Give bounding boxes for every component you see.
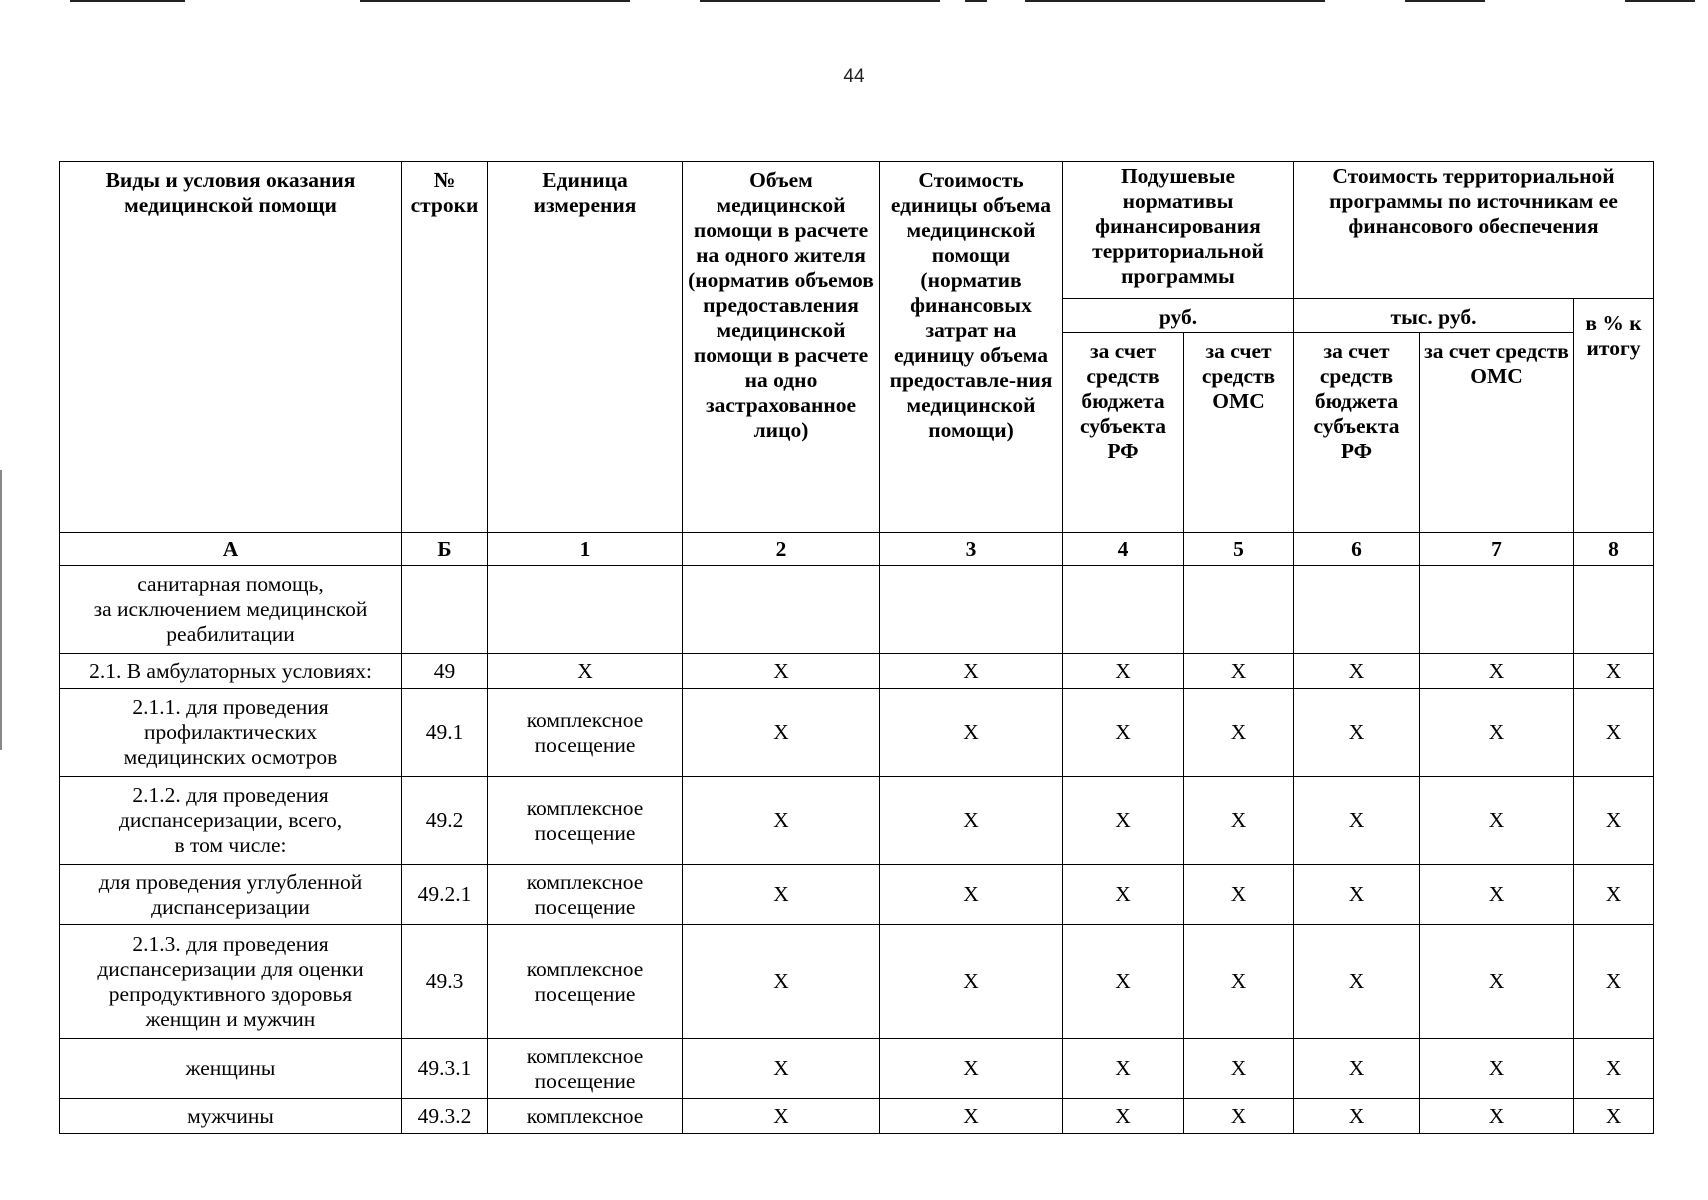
financing-table [59, 161, 1654, 1134]
column-index: 2 [683, 533, 880, 566]
header-unit: Единица измерения [488, 162, 683, 533]
row-value: X [683, 654, 880, 689]
row-number: 49.3.2 [402, 1099, 488, 1134]
row-value: X [1294, 689, 1420, 777]
column-index: 7 [1420, 533, 1574, 566]
row-unit: X [488, 654, 683, 689]
row-value: X [1184, 654, 1294, 689]
scan-artifact [700, 0, 940, 2]
table-row [60, 1099, 1654, 1134]
row-value: X [1574, 654, 1654, 689]
header-oms-total: за счет средств ОМС [1420, 333, 1574, 533]
row-value: X [1184, 777, 1294, 865]
row-value [683, 566, 880, 654]
header-budget-rf-total: за счет средств бюджета субъекта РФ [1294, 333, 1420, 533]
row-value: X [1063, 1039, 1184, 1099]
row-number: 49.1 [402, 689, 488, 777]
header-oms-per-capita: за счет средств ОМС [1184, 333, 1294, 533]
table-row [60, 777, 1654, 865]
row-value [880, 566, 1063, 654]
row-name: для проведения углубленной диспансеризации [60, 865, 402, 925]
table-row [60, 1039, 1654, 1099]
row-value: X [1420, 925, 1574, 1039]
header-rub: руб. [1063, 299, 1294, 333]
row-value: X [683, 1099, 880, 1134]
row-value: X [683, 1039, 880, 1099]
row-unit: комплексное посещение [488, 865, 683, 925]
scan-margin-mark [0, 470, 2, 750]
scan-artifact [965, 0, 987, 2]
row-value: X [880, 865, 1063, 925]
row-value: X [1294, 654, 1420, 689]
row-unit: комплексное [488, 1099, 683, 1134]
row-unit: комплексное посещение [488, 689, 683, 777]
column-index: 5 [1184, 533, 1294, 566]
column-index: 8 [1574, 533, 1654, 566]
row-value: X [1420, 689, 1574, 777]
row-number: 49.3.1 [402, 1039, 488, 1099]
column-index: А [60, 533, 402, 566]
row-value: X [880, 925, 1063, 1039]
table-row [60, 865, 1654, 925]
row-value: X [1184, 689, 1294, 777]
row-number: 49.2 [402, 777, 488, 865]
header-pct-total: в % к итогу [1574, 299, 1654, 533]
row-unit: комплексное посещение [488, 1039, 683, 1099]
row-value: X [1063, 777, 1184, 865]
column-index: Б [402, 533, 488, 566]
row-value: X [880, 1099, 1063, 1134]
row-value: X [880, 654, 1063, 689]
row-unit [488, 566, 683, 654]
row-number [402, 566, 488, 654]
row-value: X [1184, 865, 1294, 925]
row-unit: комплексное посещение [488, 925, 683, 1039]
row-value: X [1063, 1099, 1184, 1134]
row-value [1574, 566, 1654, 654]
row-number: 49.3 [402, 925, 488, 1039]
row-name: женщины [60, 1039, 402, 1099]
table-row [60, 654, 1654, 689]
column-index: 4 [1063, 533, 1184, 566]
row-number: 49 [402, 654, 488, 689]
row-value: X [1420, 1099, 1574, 1134]
scan-artifact [1405, 0, 1485, 2]
row-value: X [1294, 777, 1420, 865]
column-index: 3 [880, 533, 1063, 566]
row-value: X [683, 865, 880, 925]
header-row-number: № строки [402, 162, 488, 533]
row-name: мужчины [60, 1099, 402, 1134]
row-value: X [1574, 1099, 1654, 1134]
row-unit: комплексное посещение [488, 777, 683, 865]
row-value: X [1574, 689, 1654, 777]
row-value: X [1184, 925, 1294, 1039]
row-value: X [1420, 865, 1574, 925]
page-number: 44 [843, 66, 865, 87]
row-name: 2.1.2. для проведения диспансеризации, всего, в том числе: [60, 777, 402, 865]
scan-artifact [1025, 0, 1325, 2]
row-number: 49.2.1 [402, 865, 488, 925]
header-kind: Виды и условия оказания медицинской помощи [60, 162, 402, 533]
row-value: X [1184, 1039, 1294, 1099]
row-value [1294, 566, 1420, 654]
scan-artifact [70, 0, 185, 2]
row-name: 2.1. В амбулаторных условиях: [60, 654, 402, 689]
table-row [60, 566, 1654, 654]
table-row [60, 689, 1654, 777]
row-value: X [1184, 1099, 1294, 1134]
scan-artifact [1625, 0, 1695, 2]
row-value: X [1574, 777, 1654, 865]
column-index: 1 [488, 533, 683, 566]
row-value: X [1574, 1039, 1654, 1099]
row-value: X [1420, 1039, 1574, 1099]
row-value [1184, 566, 1294, 654]
row-value: X [683, 777, 880, 865]
row-name: санитарная помощь, за исключением медицинской реабилитации [60, 566, 402, 654]
scan-artifact [360, 0, 630, 2]
row-value: X [880, 689, 1063, 777]
row-value: X [1420, 777, 1574, 865]
row-value: X [1294, 1039, 1420, 1099]
row-value: X [1063, 925, 1184, 1039]
row-value: X [683, 689, 880, 777]
column-index: 6 [1294, 533, 1420, 566]
row-value: X [1063, 865, 1184, 925]
header-cost: Стоимость единицы объема медицинской помощи (норматив финансовых затрат на единицу объема предоставле-ния медицинской помощи) [880, 162, 1063, 533]
row-value: X [1063, 654, 1184, 689]
row-name: 2.1.3. для проведения диспансеризации для оценки репродуктивного здоровья женщин и мужчин [60, 925, 402, 1039]
table-row [60, 925, 1654, 1039]
row-value [1063, 566, 1184, 654]
row-value: X [1294, 865, 1420, 925]
row-value: X [1420, 654, 1574, 689]
row-value: X [1294, 925, 1420, 1039]
row-value: X [880, 1039, 1063, 1099]
row-value [1420, 566, 1574, 654]
row-value: X [683, 925, 880, 1039]
header-per-capita: Подушевые нормативы финансирования территориальной программы [1063, 162, 1294, 299]
header-volume: Объем медицинской помощи в расчете на одного жителя (норматив объемов предоставления медицинской помощи в расчете на одно застрахованное лицо) [683, 162, 880, 533]
row-value: X [1294, 1099, 1420, 1134]
header-budget-rf-per-capita: за счет средств бюджета субъекта РФ [1063, 333, 1184, 533]
row-name: 2.1.1. для проведения профилактических медицинских осмотров [60, 689, 402, 777]
header-thous-rub: тыс. руб. [1294, 299, 1574, 333]
row-value: X [880, 777, 1063, 865]
column-index-row [60, 533, 1654, 566]
row-value: X [1574, 925, 1654, 1039]
row-value: X [1063, 689, 1184, 777]
header-program-cost: Стоимость территориальной программы по источникам ее финансового обеспечения [1294, 162, 1654, 299]
row-value: X [1574, 865, 1654, 925]
